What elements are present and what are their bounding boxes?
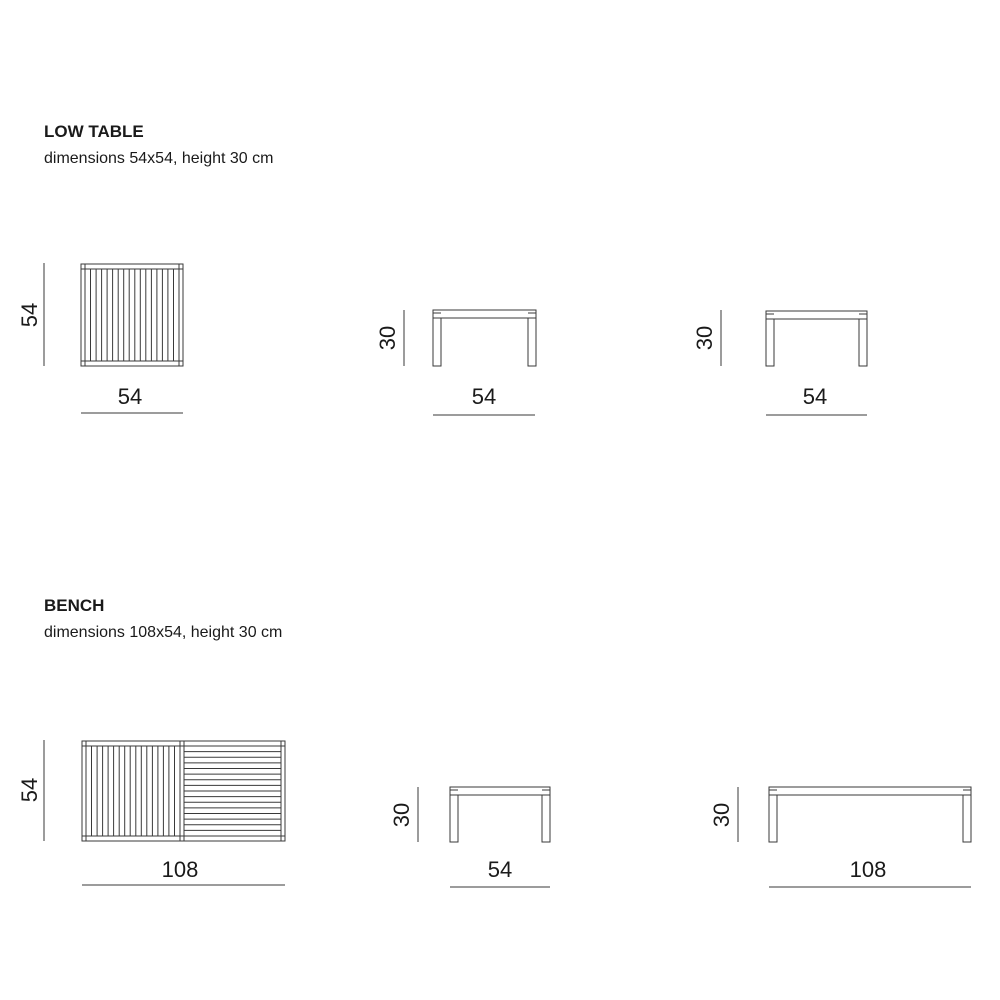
- bench-plan-right-rail: [281, 741, 285, 841]
- low-table-front-width-label: 54: [471, 384, 497, 409]
- low-table-plan-width-label: 54: [117, 384, 143, 409]
- bench-side-width-label: 54: [487, 857, 513, 882]
- low-table-side-top: [766, 311, 867, 319]
- low-table-plan-left-rail: [81, 264, 85, 366]
- bench-plan-left-rail: [82, 741, 86, 841]
- low-table-side-leg-left: [766, 319, 774, 366]
- low-table-side-width-label: 54: [802, 384, 828, 409]
- bench-plan-horizontal-slats: [184, 752, 281, 831]
- low-table-plan-slats: [91, 269, 174, 361]
- bench-subtitle: dimensions 108x54, height 30 cm: [44, 624, 283, 641]
- low-table-plan-right-rail: [179, 264, 183, 366]
- bench-plan-vertical-slats: [92, 746, 175, 836]
- bench-side-view: [418, 787, 550, 887]
- bench-side-leg-right: [542, 795, 550, 842]
- low-table-front-leg-right: [528, 318, 536, 366]
- low-table-side-height-label: 30: [692, 325, 717, 351]
- low-table-plan-bottom-rail: [81, 361, 183, 366]
- bench-front-leg-left: [769, 795, 777, 842]
- bench-side-top: [450, 787, 550, 795]
- low-table-front-top: [433, 310, 536, 318]
- bench-side-leg-left: [450, 795, 458, 842]
- low-table-side-leg-right: [859, 319, 867, 366]
- low-table-front-height-label: 30: [375, 325, 400, 351]
- bench-plan-depth-label: 54: [17, 777, 42, 803]
- bench-front-leg-right: [963, 795, 971, 842]
- low-table-title: LOW TABLE: [44, 122, 144, 141]
- low-table-side-view: [721, 310, 867, 415]
- bench-front-height-label: 30: [709, 802, 734, 828]
- bench-plan-width-label: 108: [161, 857, 199, 882]
- bench-front-top: [769, 787, 971, 795]
- low-table-front-leg-left: [433, 318, 441, 366]
- low-table-front-view: [404, 310, 536, 415]
- bench-title: BENCH: [44, 596, 105, 615]
- low-table-plan-top-rail: [81, 264, 183, 269]
- low-table-plan-view: [44, 263, 183, 413]
- bench-side-height-label: 30: [389, 802, 414, 828]
- low-table-plan-depth-label: 54: [17, 302, 42, 328]
- bench-front-width-label: 108: [849, 857, 887, 882]
- low-table-subtitle: dimensions 54x54, height 30 cm: [44, 150, 274, 167]
